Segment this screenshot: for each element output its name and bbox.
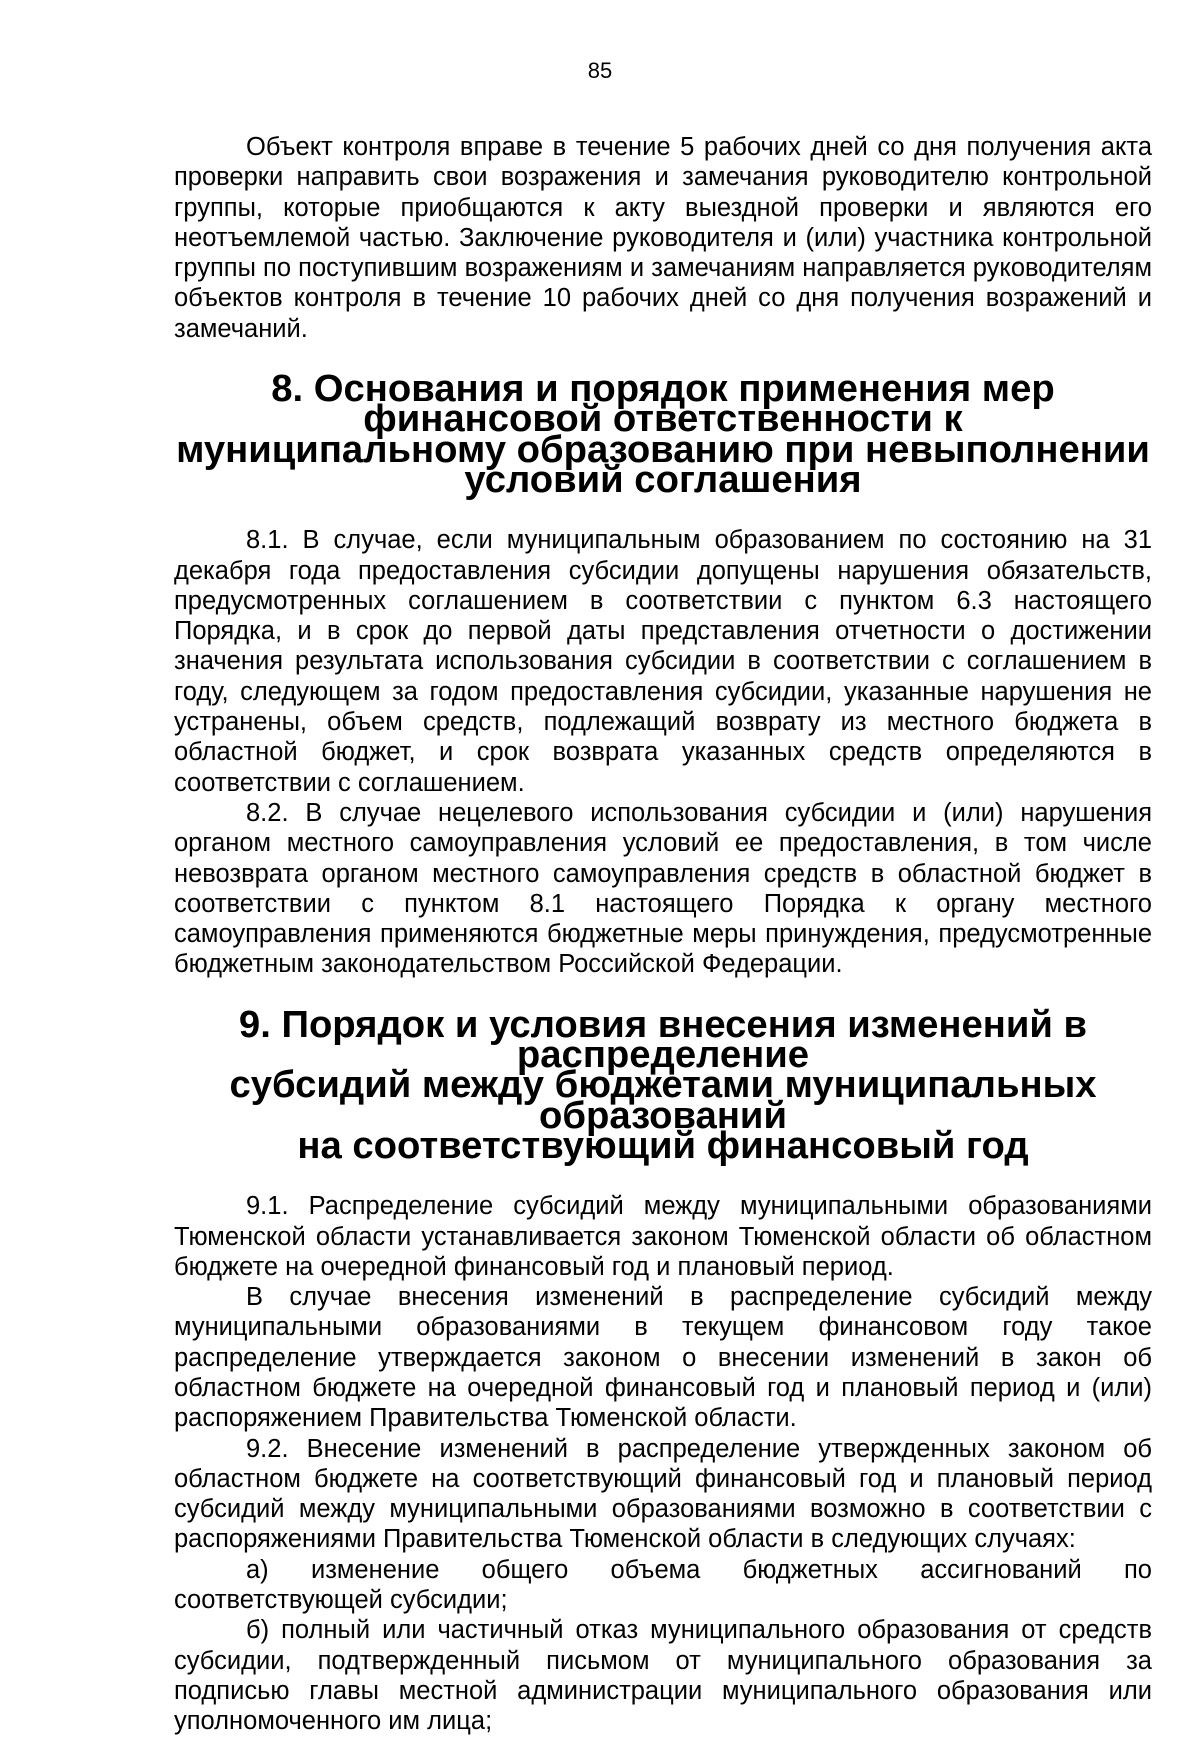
section-9-heading-line: на соответствующий финансовый год	[297, 1123, 1029, 1167]
paragraph-8-2: 8.2. В случае нецелевого использования субсидии и (или) нарушения органом местного самоуправления условий ее предоставления, в том числе невозврата органом местного самоуправления средств в областной бюджет в соответствии с пунктом 8.1 настоящего Порядка к органу местного самоуправления применяются бюджетные меры принуждения, предусмотренные бюджетным законодательством Российской Федерации.	[174, 798, 1152, 979]
paragraph-9-1: 9.1. Распределение субсидий между муниципальными образованиями Тюменской области устанавливается законом Тюменской области об областном бюджете на очередной финансовый год и плановый период.	[174, 1192, 1152, 1281]
section-9-heading-line: субсидий между бюджетами муниципальных образований	[229, 1063, 1097, 1137]
section-8-heading-line: муниципальному образованию при невыполнении условий соглашения	[176, 427, 1150, 501]
paragraph-9-2: 9.2. Внесение изменений в распределение утвержденных законом об областном бюджете на соответствующий финансовый год и плановый период субсидий между муниципальными образованиями возможно в соответствии с распоряжениями Правительства Тюменской области в следующих случаях:	[174, 1434, 1152, 1554]
intro-paragraph: Объект контроля вправе в течение 5 рабочих дней со дня получения акта проверки направить свои возражения и замечания руководителю контрольной группы, которые приобщаются к акту выездной проверки и являются его неотъемлемой частью. Заключение руководителя и (или) участника контрольной группы по поступившим возражениям и замечаниям направляется руководителям объектов контроля в течение 10 рабочих дней со дня получения возражений и замечаний.	[174, 133, 1152, 343]
list-item-b: б) полный или частичный отказ муниципального образования от средств субсидии, подтвержденный письмом от муниципального образования за подписью главы местной администрации муниципального образования или уполномоченного им лица;	[174, 1616, 1152, 1736]
paragraph-8-1: 8.1. В случае, если муниципальным образованием по состоянию на 31 декабря года предоставления субсидии допущены нарушения обязательств, предусмотренных соглашением в соответствии с пунктом 6.3 настоящего Порядка, и в срок до первой даты представления отчетности о достижении значения результата использования субсидии в соответствии с соглашением в году, следующем за годом предоставления субсидии, указанные нарушения не устранены, объем средств, подлежащий возврату из местного бюджета в областной бюджет, и срок возврата указанных средств определяются в соответствии с соглашением.	[174, 526, 1152, 797]
section-9-heading	[174, 1002, 1152, 1167]
section-8-heading	[174, 367, 1152, 501]
section-9-heading-line: 9. Порядок и условия внесения изменений в распределение	[238, 1002, 1088, 1077]
page-number: 85	[587, 58, 613, 83]
document-body	[174, 132, 1152, 1737]
paragraph-9-1-continued: В случае внесения изменений в распределение субсидий между муниципальными образованиями в текущем финансовом году такое распределение утверждается законом о внесении изменений в закон об областном бюджете на очередной финансовый год и плановый период и (или) распоряжением Правительства Тюменской области.	[174, 1283, 1152, 1433]
list-item-a: а) изменение общего объема бюджетных ассигнований по соответствующей субсидии;	[174, 1555, 1152, 1615]
section-8-heading-line: 8. Основания и порядок применения мер финансовой ответственности к	[271, 367, 1055, 441]
